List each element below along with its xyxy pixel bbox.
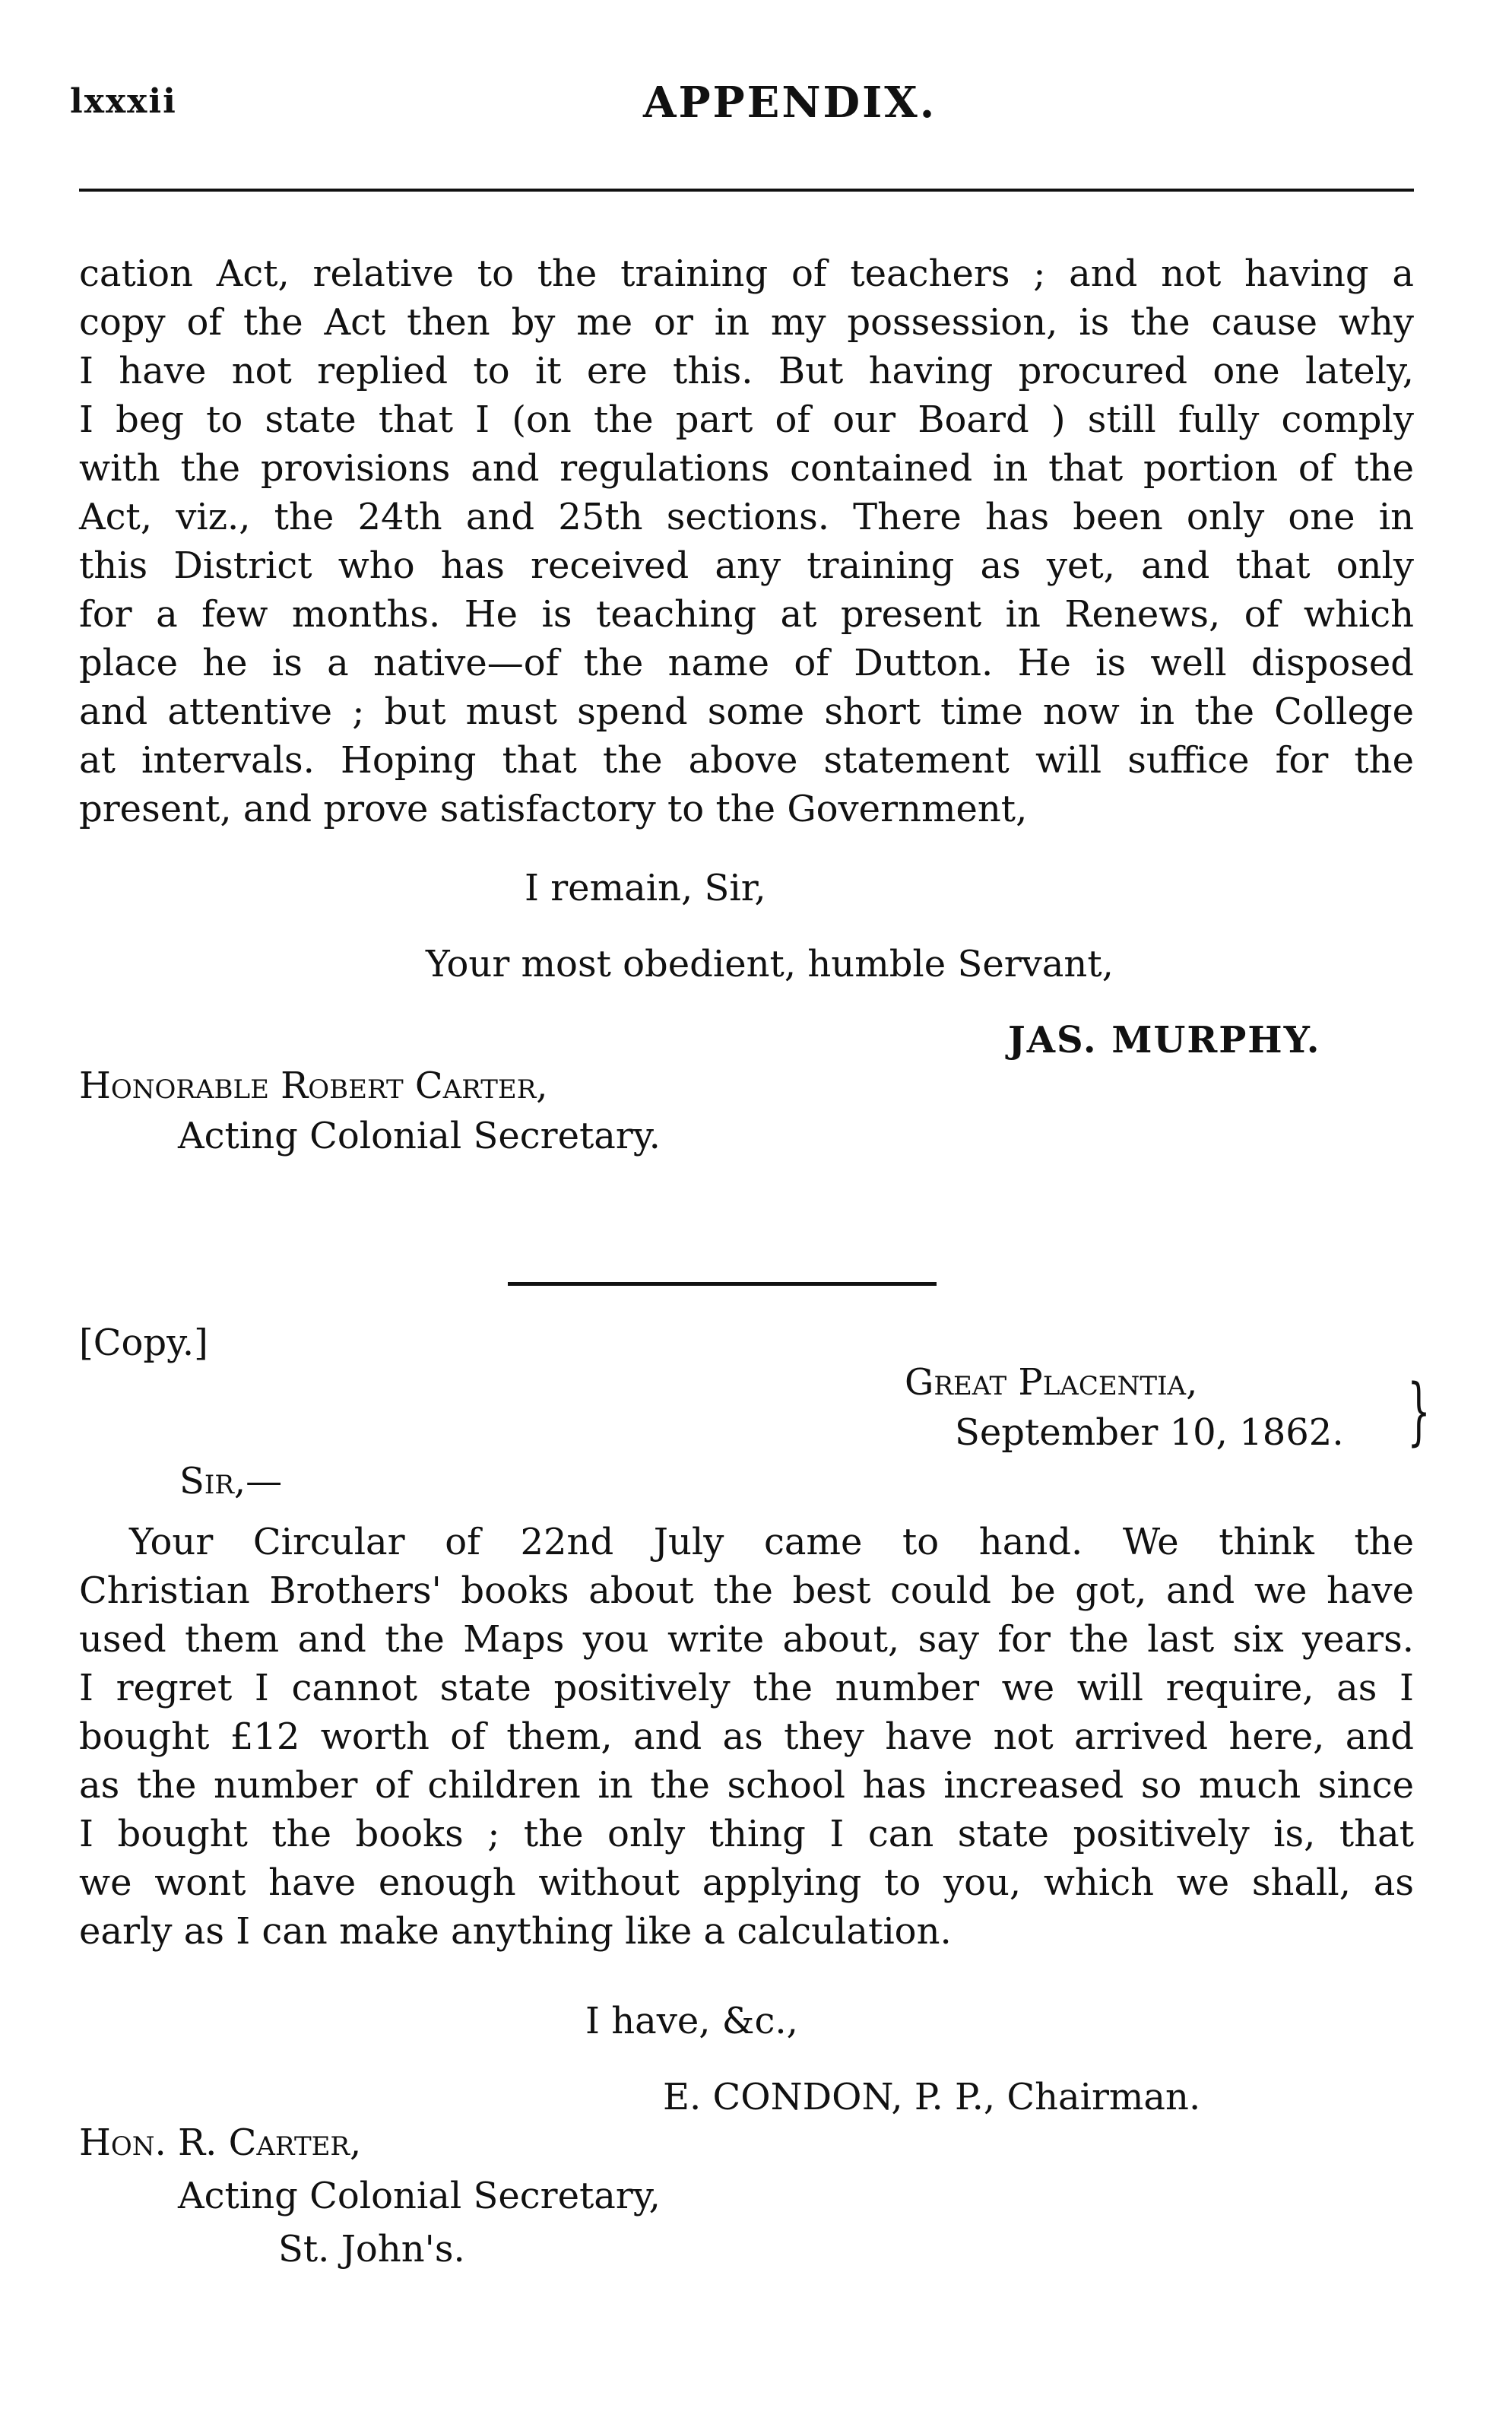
copy-label: [Copy.] bbox=[79, 1322, 208, 1364]
section-divider bbox=[508, 1282, 937, 1286]
letter2-line: Christian Brothers' books about the best could be got, and we have bbox=[79, 1569, 1414, 1612]
letter1-line: with the provisions and regulations contained in that portion of the bbox=[79, 447, 1414, 490]
letter2-line: early as I can make anything like a calculation. bbox=[79, 1910, 952, 1953]
letter1-line: and attentive ; but must spend some short time now in the College bbox=[79, 690, 1414, 733]
letter1-line: I beg to state that I (on the part of our Board ) still fully comply bbox=[79, 398, 1414, 441]
letter2-line: Your Circular of 22nd July came to hand. We think the bbox=[129, 1521, 1414, 1563]
letter1-line: copy of the Act then by me or in my possession, is the cause why bbox=[79, 301, 1414, 344]
letter2-salutation: Sir,— bbox=[179, 1460, 283, 1503]
letter2-line: I bought the books ; the only thing I can state positively is, that bbox=[79, 1813, 1414, 1855]
letter2-addressee-title: Acting Colonial Secretary, bbox=[178, 2175, 661, 2217]
letter1-line: place he is a native—of the name of Dutton. He is well disposed bbox=[79, 642, 1414, 684]
letter2-line: I regret I cannot state positively the number we will require, as I bbox=[79, 1667, 1414, 1709]
letter1-addressee-name: Honorable Robert Carter, bbox=[79, 1065, 548, 1107]
running-head-title: APPENDIX. bbox=[643, 78, 937, 128]
letter2-addressee-name: Hon. R. Carter, bbox=[79, 2121, 362, 2164]
letter2-line: used them and the Maps you write about, say for the last six years. bbox=[79, 1618, 1414, 1661]
letter2-line: bought £12 worth of them, and as they have not arrived here, and bbox=[79, 1715, 1414, 1758]
letter2-date: September 10, 1862. bbox=[955, 1411, 1344, 1454]
letter1-line: Act, viz., the 24th and 25th sections. There has been only one in bbox=[79, 496, 1414, 538]
letter1-closing-servant: Your most obedient, humble Servant, bbox=[426, 943, 1114, 985]
letter1-closing-remain: I remain, Sir, bbox=[525, 867, 766, 909]
page-number: lxxxii bbox=[70, 82, 177, 121]
letter2-closing: I have, &c., bbox=[585, 2000, 798, 2042]
letter1-signature: JAS. MURPHY. bbox=[1008, 1019, 1321, 1061]
letter1-line: present, and prove satisfactory to the Government, bbox=[79, 788, 1028, 830]
date-brace: } bbox=[1407, 1369, 1431, 1454]
letter1-line: I have not replied to it ere this. But having procured one lately, bbox=[79, 350, 1414, 392]
letter1-line: at intervals. Hoping that the above statement will suffice for the bbox=[79, 739, 1414, 782]
letter1-line: for a few months. He is teaching at present in Renews, of which bbox=[79, 593, 1414, 636]
letter1-line: cation Act, relative to the training of teachers ; and not having a bbox=[79, 252, 1414, 295]
letter2-line: we wont have enough without applying to you, which we shall, as bbox=[79, 1861, 1414, 1904]
letter2-line: as the number of children in the school has increased so much since bbox=[79, 1764, 1414, 1807]
header-rule bbox=[79, 189, 1414, 192]
letter2-place: Great Placentia, bbox=[905, 1361, 1198, 1404]
letter2-addressee-place: St. John's. bbox=[278, 2228, 465, 2270]
letter2-signature: E. CONDON, P. P., Chairman. bbox=[663, 2076, 1201, 2118]
letter1-line: this District who has received any training as yet, and that only bbox=[79, 544, 1414, 587]
letter1-addressee-title: Acting Colonial Secretary. bbox=[178, 1115, 661, 1157]
